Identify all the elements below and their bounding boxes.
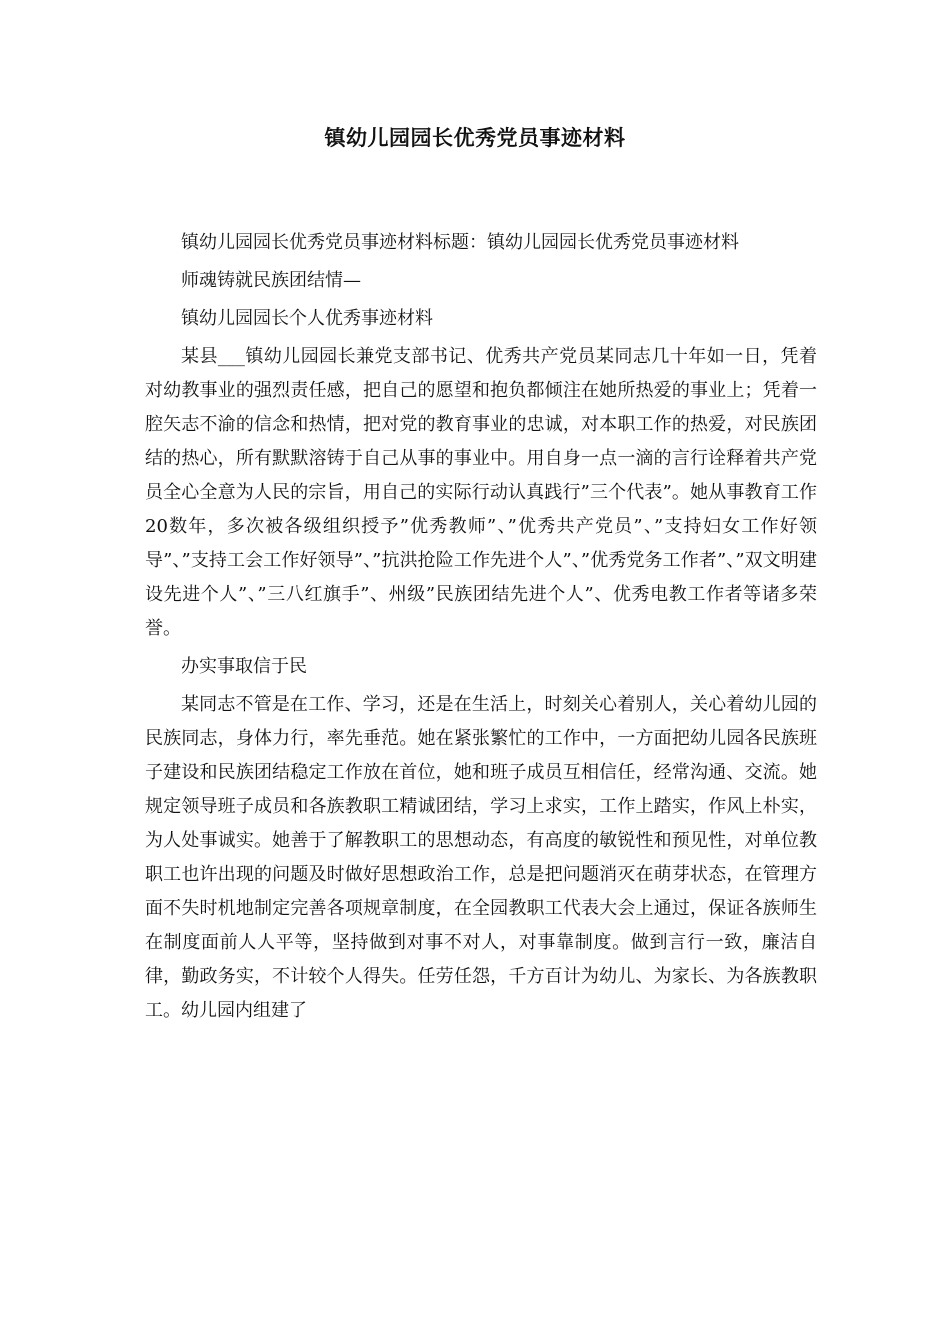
paragraph-subtitle-line2: 镇幼儿园园长个人优秀事迹材料 xyxy=(181,308,433,329)
paragraph-profile: 某县___镇幼儿园园长兼党支部书记、优秀共产党员某同志几十年如一日，凭着对幼教事业的强烈责任感，把自己的愿望和抱负都倾注在她所热爱的事业上；凭着一腔矢志不渝的信念和热情，把对党的教育事业的忠诚，对本职工作的热爱，对民族团结的热心，所有默默溶铸于自己从事的事业中。用自身一点一滴的言行诠释着共产党员全心全意为人民的宗旨，用自己的实际行动认真践行”三个代表”。她从事教育工作20数年，多次被各级组织授予”优秀教师”、”优秀共产党员”、”支持妇女工作好领导”、”支持工会工作好领导”、”抗洪抢险工作先进个人”、”优秀党务工作者”、”双文明建设先进个人”、”三八红旗手”、州级”民族团结先进个人”、优秀电教工作者等诸多荣誉。 xyxy=(145,346,817,639)
paragraph-deeds: 某同志不管是在工作、学习，还是在生活上，时刻关心着别人，关心着幼儿园的民族同志，身体力行，率先垂范。她在紧张繁忙的工作中，一方面把幼儿园各民族班子建设和民族团结稳定工作放在首位，她和班子成员互相信任，经常沟通、交流。她规定领导班子成员和各族教职工精诚团结，学习上求实，工作上踏实，作风上朴实，为人处事诚实。她善于了解教职工的思想动态，有高度的敏锐性和预见性，对单位教职工也许出现的问题及时做好思想政治工作，总是把问题消灭在萌芽状态，在管理方面不失时机地制定完善各项规章制度，在全园教职工代表大会上通过，保证各族师生在制度面前人人平等，坚持做到对事不对人，对事靠制度。做到言行一致，廉洁自律，勤政务实，不计较个人得失。任劳任怨，千方百计为幼儿、为家长、为各族教职工。幼儿园内组建了 xyxy=(145,694,817,1021)
section-heading: 办实事取信于民 xyxy=(181,656,307,677)
paragraph-subtitle-line1: 师魂铸就民族团结情— xyxy=(181,270,361,291)
paragraph-intro: 镇幼儿园园长优秀党员事迹材料标题：镇幼儿园园长优秀党员事迹材料 xyxy=(181,232,739,253)
page-title: 镇幼儿园园长优秀党员事迹材料 xyxy=(324,125,626,150)
document-body xyxy=(145,226,817,1028)
